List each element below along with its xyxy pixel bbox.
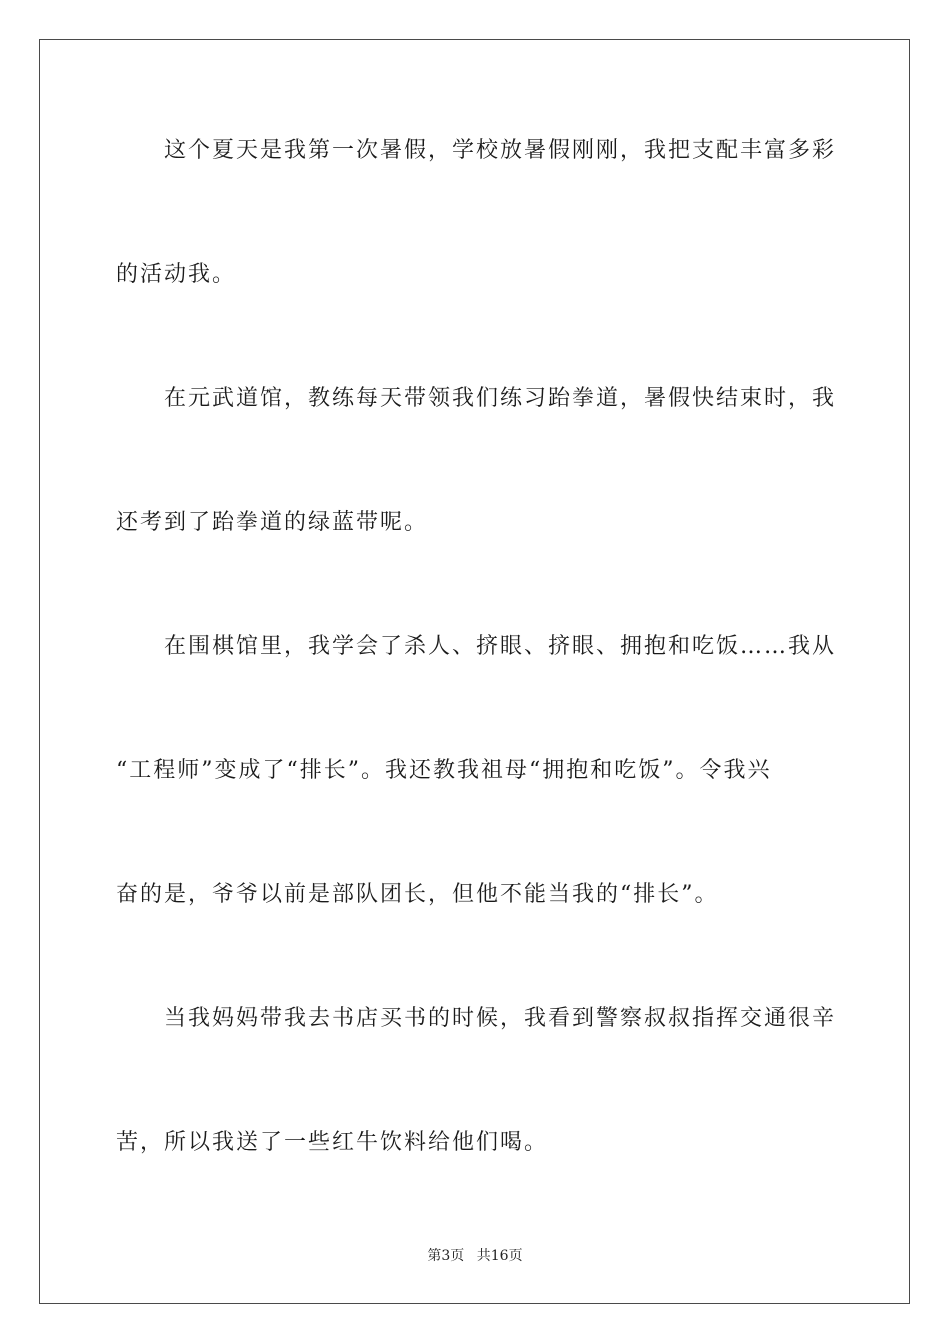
page-number: 第3页 (427, 1248, 465, 1264)
paragraph-4-line-1: 当我妈妈带我去书店买书的时候，我看到警察叔叔指挥交通很辛 (164, 1006, 837, 1031)
page-total: 共16页 (476, 1248, 523, 1264)
paragraph-3-line-3: 奋的是，爷爷以前是部队团长，但他不能当我的“排长”。 (116, 882, 719, 907)
paragraph-4-line-2: 苦，所以我送了一些红牛饮料给他们喝。 (116, 1130, 549, 1155)
paragraph-3-line-2: “工程师”变成了“排长”。我还教我祖母“拥抱和吃饭”。令我兴 (116, 758, 772, 783)
page-footer (0, 1246, 950, 1266)
paragraph-3-line-1: 在围棋馆里，我学会了杀人、挤眼、挤眼、拥抱和吃饭……我从 (164, 634, 837, 659)
paragraph-2-line-1: 在元武道馆，教练每天带领我们练习跆拳道，暑假快结束时，我 (164, 386, 837, 411)
paragraph-2-line-2: 还考到了跆拳道的绿蓝带呢。 (116, 510, 429, 535)
page-border (39, 39, 910, 1304)
paragraph-1-line-1: 这个夏天是我第一次暑假，学校放暑假刚刚，我把支配丰富多彩 (164, 138, 837, 163)
paragraph-1-line-2: 的活动我。 (116, 262, 237, 287)
